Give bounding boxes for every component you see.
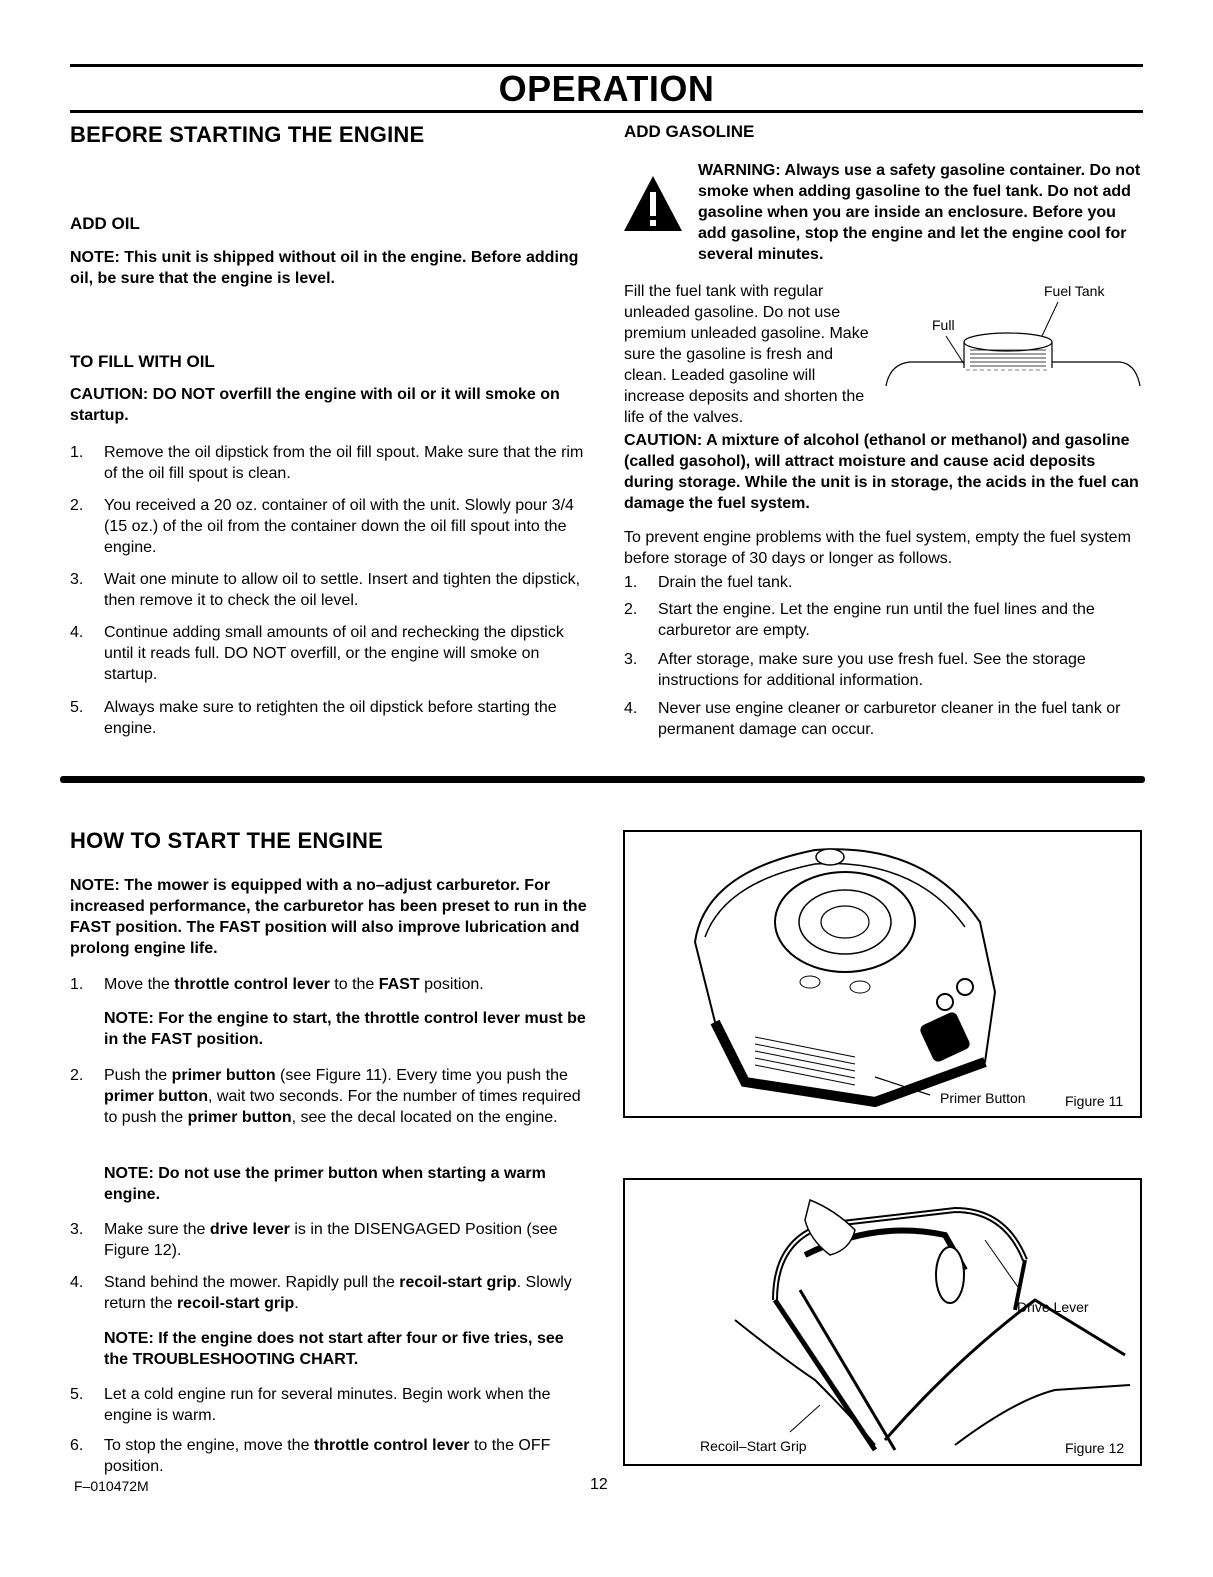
list-item: 2. You received a 20 oz. container of oil with the unit. Slowly pour 3/4 (15 oz.) of the oil from the container down the oil fill spout into the engine. bbox=[70, 497, 574, 556]
list-item: 1. Move the throttle control lever to the FAST position. bbox=[70, 976, 484, 993]
list-item: 1. Drain the fuel tank. bbox=[624, 574, 793, 591]
warning-icon bbox=[622, 174, 684, 234]
title-underline bbox=[70, 110, 1143, 113]
fill-oil-caution: CAUTION: DO NOT overfill the engine with oil or it will smoke on startup. bbox=[70, 386, 560, 424]
list-item: 3. Wait one minute to allow oil to settle. Insert and tighten the dipstick, then remove it to check the oil level. bbox=[70, 571, 581, 609]
list-item: 6. To stop the engine, move the throttle control lever to the OFF position. bbox=[70, 1437, 551, 1475]
figure-11 bbox=[623, 830, 1142, 1118]
add-oil-heading: ADD OIL bbox=[70, 214, 140, 233]
fill-tank-text: Fill the fuel tank with regular unleaded gasoline. Do not use premium unleaded gasoline. Make sure the gasoline is fresh and clean. Leaded gasoline will increase deposits and shorten the life of the valves. bbox=[624, 283, 869, 426]
fuel-tank-diagram bbox=[880, 278, 1150, 398]
list-item: 3. Make sure the drive lever is in the DISENGAGED Position (see Figure 12). bbox=[70, 1221, 558, 1259]
start-engine-heading: HOW TO START THE ENGINE bbox=[70, 828, 384, 853]
recoil-start-grip-label: Recoil–Start Grip bbox=[700, 1438, 807, 1454]
top-rule bbox=[70, 64, 1143, 67]
list-item: 5. Always make sure to retighten the oil dipstick before starting the engine. bbox=[70, 699, 557, 737]
warning-text: WARNING: Always use a safety gasoline container. Do not smoke when adding gasoline to the fuel tank. Do not add gasoline when you are inside an enclosure. Before you add gasoline, stop the engine and let the engine cool for several minutes. bbox=[698, 162, 1141, 263]
page-number: 12 bbox=[590, 1476, 608, 1493]
list-item: 1. Remove the oil dipstick from the oil fill spout. Make sure that the rim of the oil fill spout is clean. bbox=[70, 444, 584, 482]
mower-handle-illustration bbox=[625, 1180, 1140, 1464]
before-starting-heading: BEFORE STARTING THE ENGINE bbox=[70, 122, 425, 147]
add-gasoline-heading: ADD GASOLINE bbox=[624, 122, 755, 141]
throttle-note: NOTE: For the engine to start, the throttle control lever must be in the FAST position. bbox=[104, 1010, 586, 1048]
list-item: 2. Start the engine. Let the engine run until the fuel lines and the carburetor are empty. bbox=[624, 601, 1095, 639]
fill-oil-heading: TO FILL WITH OIL bbox=[70, 352, 215, 371]
list-item: 4. Never use engine cleaner or carburetor cleaner in the fuel tank or permanent damage can occur. bbox=[624, 700, 1121, 738]
fuel-tank-label: Fuel Tank bbox=[1044, 283, 1105, 299]
section-divider bbox=[60, 776, 1145, 783]
document-code: F–010472M bbox=[74, 1478, 149, 1494]
prevent-text: To prevent engine problems with the fuel system, empty the fuel system before storage of 30 days or longer as follows. bbox=[624, 529, 1131, 567]
full-label: Full bbox=[932, 317, 955, 333]
troubleshooting-note: NOTE: If the engine does not start after four or five tries, see the TROUBLESHOOTING CHART. bbox=[104, 1330, 564, 1368]
page-title: OPERATION bbox=[498, 68, 715, 109]
gasohol-caution: CAUTION: A mixture of alcohol (ethanol or methanol) and gasoline (called gasohol), will attract moisture and cause acid deposits during storage. While the unit is in storage, the acids in the fuel can damage the fuel system. bbox=[624, 432, 1139, 512]
add-oil-note: NOTE: This unit is shipped without oil in the engine. Before adding oil, be sure that the engine is level. bbox=[70, 249, 579, 287]
primer-button-label: Primer Button bbox=[940, 1090, 1026, 1106]
list-item: 5. Let a cold engine run for several minutes. Begin work when the engine is warm. bbox=[70, 1386, 551, 1424]
list-item: 2. Push the primer button (see Figure 11). Every time you push the primer button, wait two seconds. For the number of times required to push the primer button, see the decal located on the engine. bbox=[70, 1067, 581, 1126]
list-item: 4. Continue adding small amounts of oil and rechecking the dipstick until it reads full. DO NOT overfill, or the engine will smoke on startup. bbox=[70, 624, 564, 683]
primer-note: NOTE: Do not use the primer button when starting a warm engine. bbox=[104, 1165, 546, 1203]
engine-illustration bbox=[625, 832, 1140, 1116]
drive-lever-label: Drive Lever bbox=[1017, 1299, 1089, 1315]
list-item: 4. Stand behind the mower. Rapidly pull the recoil-start grip. Slowly return the recoil-start grip. bbox=[70, 1274, 572, 1312]
figure-11-caption: Figure 11 bbox=[1065, 1093, 1124, 1109]
list-item: 3. After storage, make sure you use fresh fuel. See the storage instructions for additional information. bbox=[624, 651, 1086, 689]
figure-12-caption: Figure 12 bbox=[1065, 1440, 1125, 1456]
carburetor-note: NOTE: The mower is equipped with a no–adjust carburetor. For increased performance, the carburetor has been preset to run in the FAST position. The FAST position will also improve lubrication and prolong engine life. bbox=[70, 877, 587, 957]
figure-12 bbox=[623, 1178, 1142, 1466]
